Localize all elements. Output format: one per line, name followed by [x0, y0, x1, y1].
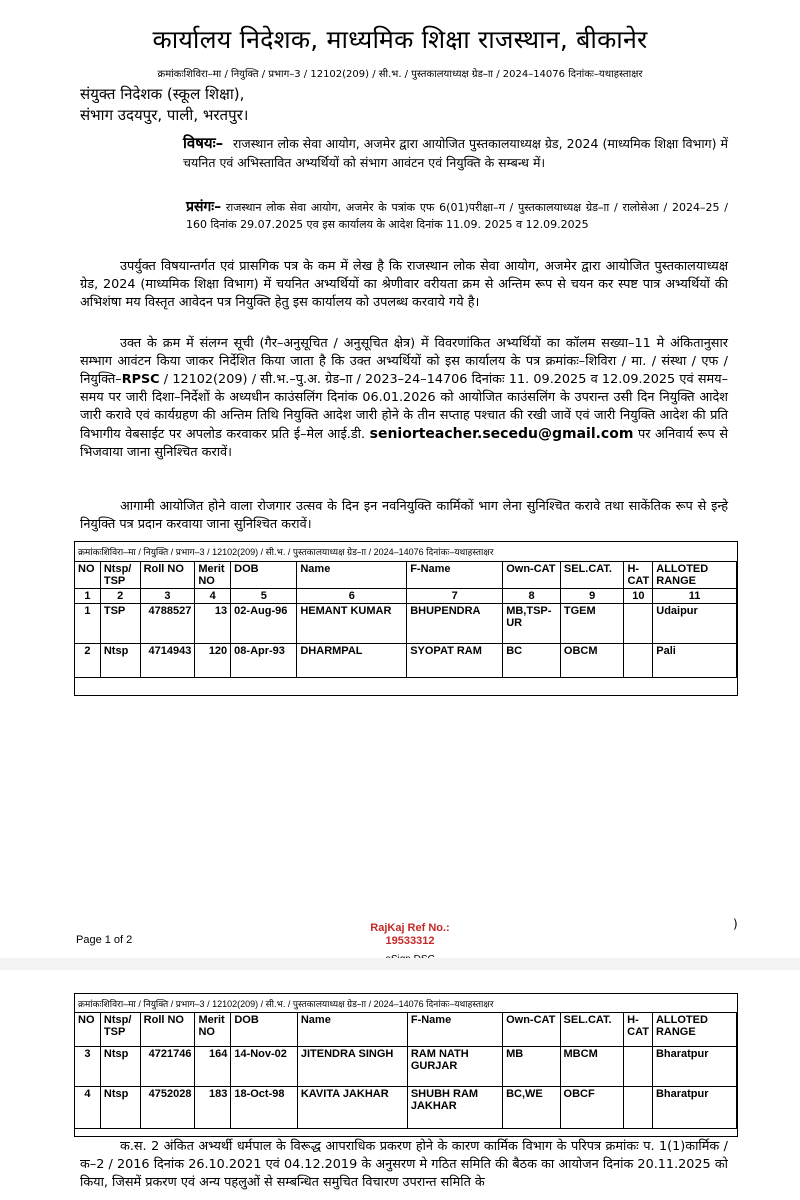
col-num: 11: [653, 589, 737, 604]
header-range: ALLOTED RANGE: [652, 1013, 736, 1047]
subject-block: [183, 134, 728, 172]
paragraph-3: [80, 498, 728, 534]
cell-own-cat: BC: [503, 644, 561, 678]
col-num: 9: [560, 589, 624, 604]
rpsc-text: RPSC: [121, 372, 160, 387]
cell-area: TSP: [100, 604, 140, 644]
cell-sel-cat: OBCM: [560, 644, 624, 678]
paragraph-2: [80, 335, 728, 462]
cell-area: Ntsp: [100, 644, 140, 678]
table-header-row: [75, 562, 737, 589]
header-sel-cat: SEL.CAT.: [560, 1013, 624, 1047]
cell-fname: SHUBH RAM JAKHAR: [407, 1087, 502, 1129]
cell-dob: 18-Oct-98: [231, 1087, 298, 1129]
allotment-table: [74, 561, 737, 678]
cell-range: Pali: [653, 644, 737, 678]
rajkaj-reference: [350, 922, 470, 948]
cell-roll: 4714943: [140, 644, 195, 678]
page-gap: [0, 958, 800, 970]
cell-sel-cat: TGEM: [560, 604, 624, 644]
page-number: Page 1 of 2: [76, 934, 133, 946]
cell-roll: 4752028: [140, 1087, 195, 1129]
header-merit: Merit NO: [195, 562, 231, 589]
cell-name: HEMANT KUMAR: [297, 604, 407, 644]
cell-name: KAVITA JAKHAR: [297, 1087, 407, 1129]
paragraph-3-text: आगामी आयोजित होने वाला रोजगार उत्सव के दिन इन नवनियुक्ति कार्मिकों भाग लेना सुनिश्चित करावे तथा साकेंतिक रूप से इन्हे नियुक्ति पत्र प्रदान करवाया जाना सुनिश्चित करावें।: [80, 499, 728, 532]
header-h-cat: H-CAT: [624, 562, 653, 589]
cell-own-cat: BC,WE: [503, 1087, 560, 1129]
col-num: 1: [75, 589, 101, 604]
header-roll: Roll NO: [140, 1013, 195, 1047]
cell-fname: BHUPENDRA: [407, 604, 503, 644]
header-dob: DOB: [231, 562, 297, 589]
paragraph-2-text-b: / 12102(209) / सी.भ.–पु.अ. ग्रेड–ाा / 2023–24–14706 दिनांकः 11. 09.2025 व 12.09.2025 एवं समय–समय पर जारी दिशा–निर्देशों के अध्यधीन काउंसलिंग दिनांक 06.01.2026 को आयोजित काउंसलिंग के उपरान्त उसी दिन नियुक्ति आदेश जारी करावे एवं कार्यग्रहण की अन्तिम तिथि नियुक्ति आदेश जारी होने के तीन सप्ताह पश्चात की रखी जावें एवं जारी नियुक्ति आदेश की प्रति विभागीय वेबसाईट पर अपलोड करवाकर प्रति ई–मेल आई.डी.: [80, 372, 728, 442]
paragraph-1: [80, 258, 728, 312]
table-row: [75, 1087, 737, 1129]
col-num: 8: [503, 589, 561, 604]
addressee-line-1: संयुक्त निदेशक (स्कूल शिक्षा),: [80, 85, 245, 103]
col-num: 5: [231, 589, 297, 604]
paragraph-2-text-c: पर अनिवार्य रूप से भिजवाया जाना सुनिश्चित करावें।: [80, 427, 728, 460]
table-row: [75, 1047, 737, 1087]
cell-merit: 13: [195, 604, 231, 644]
header-area: Ntsp/ TSP: [100, 562, 140, 589]
cell-no: 3: [75, 1047, 101, 1087]
cell-dob: 14-Nov-02: [231, 1047, 298, 1087]
subject-label: विषयः–: [183, 134, 224, 152]
paragraph-2-text-a: उक्त के क्रम में संलग्न सूची (गैर–अनुसूचित / अनुसूचित क्षेत्र) में विवरणांकित अभ्यर्थियों का कॉलम सख्या–11 मे अंकितानुसार सम्भाग आवंटन किया जाकर निर्देशित किया जाता है कि उक्त अभ्यर्थियों को इस कार्यालय के पत्र क्रमांकः–शिविरा / मा. / संस्था / एफ / नियुक्ति–: [80, 336, 728, 387]
header-merit: Merit NO: [195, 1013, 231, 1047]
cell-dob: 02-Aug-96: [231, 604, 297, 644]
table-row: [75, 604, 737, 644]
header-no: NO: [75, 562, 101, 589]
office-title: कार्यालय निदेशक, माध्यमिक शिक्षा राजस्थान, बीकानेर: [152, 25, 648, 54]
cell-own-cat: MB: [503, 1047, 560, 1087]
header-own-cat: Own-CAT: [503, 562, 561, 589]
reference-block: [186, 199, 728, 233]
col-num: 7: [407, 589, 503, 604]
header-dob: DOB: [231, 1013, 298, 1047]
cell-sel-cat: OBCF: [560, 1087, 624, 1129]
header-fname: F-Name: [407, 562, 503, 589]
cell-h-cat: [624, 1047, 653, 1087]
header-range: ALLOTED RANGE: [653, 562, 737, 589]
cell-h-cat: [624, 604, 653, 644]
page-2: [0, 970, 800, 1200]
rajkaj-number: 19533312: [385, 935, 435, 947]
cell-h-cat: [624, 644, 653, 678]
header-no: NO: [75, 1013, 101, 1047]
cell-range: Bharatpur: [652, 1047, 736, 1087]
col-num: 10: [624, 589, 653, 604]
cell-range: Udaipur: [653, 604, 737, 644]
cell-own-cat: MB,TSP-UR: [503, 604, 561, 644]
email-address: seniorteacher.secedu@gmail.com: [369, 426, 634, 442]
col-num: 3: [140, 589, 195, 604]
cell-area: Ntsp: [100, 1047, 140, 1087]
cell-sel-cat: MBCM: [560, 1047, 624, 1087]
paragraph-1-text: उपर्युक्त विषयान्तर्गत एवं प्रासगिक पत्र के कम में लेख है कि राजस्थान लोक सेवा आयोग, अजमेर द्वारा आयोजित पुस्तकालयाध्यक्ष ग्रेड, 2024 (माध्यमिक शिक्षा विभाग) में चयनित अभ्यर्थियों का श्रेणीवार वरीयता क्रम से अन्तिम रूप से चयन कर स्पष्ट पात्र अभ्यर्थियों की अभिशंषा मय विस्तृत आवेदन पत्र नियुक्ति हेतु इस कार्यालय को उपलब्ध करवाये गये है।: [80, 259, 728, 310]
header-roll: Roll NO: [140, 562, 195, 589]
reference-label: प्रसंगः–: [186, 199, 222, 215]
table-2-header-row: [75, 1013, 737, 1047]
rajkaj-label: RajKaj Ref No.:: [370, 922, 450, 934]
paragraph-4-text: क.स. 2 अंकित अभ्यर्थी धर्मपाल के विरूद्ध आपराधिक प्रकरण होने के कारण कार्मिक विभाग के परिपत्र क्रमांकः प. 1(1)कार्मिक / क–2 / 2016 दिनांक 26.10.2021 एवं 04.12.2019 के अनुसरण मे गठित समिति की बैठक का आयोजन दिनांक 20.11.2025 को किया, जिसमें प्रकरण एवं अन्य पहलुओं से सम्बन्धित समुचित विचारण उपरान्त समिति के: [80, 1139, 728, 1190]
cell-merit: 183: [195, 1087, 231, 1129]
cell-h-cat: [624, 1087, 653, 1129]
letter-reference-line: क्रमांकःशिविरा–मा / नियुक्ति / प्रभाग–3 / 12102(209) / सी.भ. / पुस्तकालयाध्यक्ष ग्रेड–ाा / 2024–14076 दिनांकः–यथाहस्ताक्षर: [157, 69, 643, 80]
header-area: Ntsp/ TSP: [100, 1013, 140, 1047]
cell-area: Ntsp: [100, 1087, 140, 1129]
cell-fname: RAM NATH GURJAR: [407, 1047, 502, 1087]
header-h-cat: H-CAT: [624, 1013, 653, 1047]
table-column-number-row: [75, 589, 737, 604]
table-reference-line: क्रमांकःशिविरा–मा / नियुक्ति / प्रभाग–3 / 12102(209) / सी.भ. / पुस्तकालयाध्यक्ष ग्रेड–ाा / 2024–14076 दिनांकः–यथाहस्ताक्षर: [78, 547, 494, 557]
cell-no: 2: [75, 644, 101, 678]
cell-merit: 164: [195, 1047, 231, 1087]
cell-range: Bharatpur: [652, 1087, 736, 1129]
paragraph-4: [80, 1138, 728, 1200]
cell-roll: 4721746: [140, 1047, 195, 1087]
cell-name: JITENDRA SINGH: [297, 1047, 407, 1087]
col-num: 2: [100, 589, 140, 604]
reference-text: राजस्थान लोक सेवा आयोग, अजमेर के पत्रांक एफ 6(01)परीक्षा–ग / पुस्तकालयाध्यक्ष ग्रेड–ाा / रालोसेआ / 2024–25 / 160 दिनांक 29.07.2025 एव इस कार्यालय के आदेश दिनांक 11.09. 2025 व 12.09.2025: [186, 201, 728, 231]
addressee: [80, 84, 248, 126]
col-num: 6: [297, 589, 407, 604]
addressee-line-2: संभाग उदयपुर, पाली, भरतपुर।: [80, 106, 249, 124]
header-own-cat: Own-CAT: [503, 1013, 560, 1047]
cell-merit: 120: [195, 644, 231, 678]
allotment-table-2: [74, 1012, 737, 1129]
header-name: Name: [297, 562, 407, 589]
cell-no: 1: [75, 604, 101, 644]
cell-name: DHARMPAL: [297, 644, 407, 678]
header-sel-cat: SEL.CAT.: [560, 562, 624, 589]
subject-text: राजस्थान लोक सेवा आयोग, अजमेर द्वारा आयोजित पुस्तकालयाध्यक्ष ग्रेड, 2024 (माध्यमिक शिक्षा विभाग) में चयनित एवं अभिस्तावित अभ्यर्थियों को संभाग आवंटन एवं नियुक्ति के सम्बन्ध में।: [183, 136, 728, 170]
cell-fname: SYOPAT RAM: [407, 644, 503, 678]
table-2-reference-line: क्रमांकःशिविरा–मा / नियुक्ति / प्रभाग–3 / 12102(209) / सी.भ. / पुस्तकालयाध्यक्ष ग्रेड–ाा / 2024–14076 दिनांकः–यथाहस्ताक्षर: [78, 999, 494, 1009]
cell-dob: 08-Apr-93: [231, 644, 297, 678]
stray-parenthesis: ): [733, 917, 738, 931]
header-fname: F-Name: [407, 1013, 502, 1047]
col-num: 4: [195, 589, 231, 604]
header-name: Name: [297, 1013, 407, 1047]
table-row: [75, 644, 737, 678]
cell-roll: 4788527: [140, 604, 195, 644]
cell-no: 4: [75, 1087, 101, 1129]
